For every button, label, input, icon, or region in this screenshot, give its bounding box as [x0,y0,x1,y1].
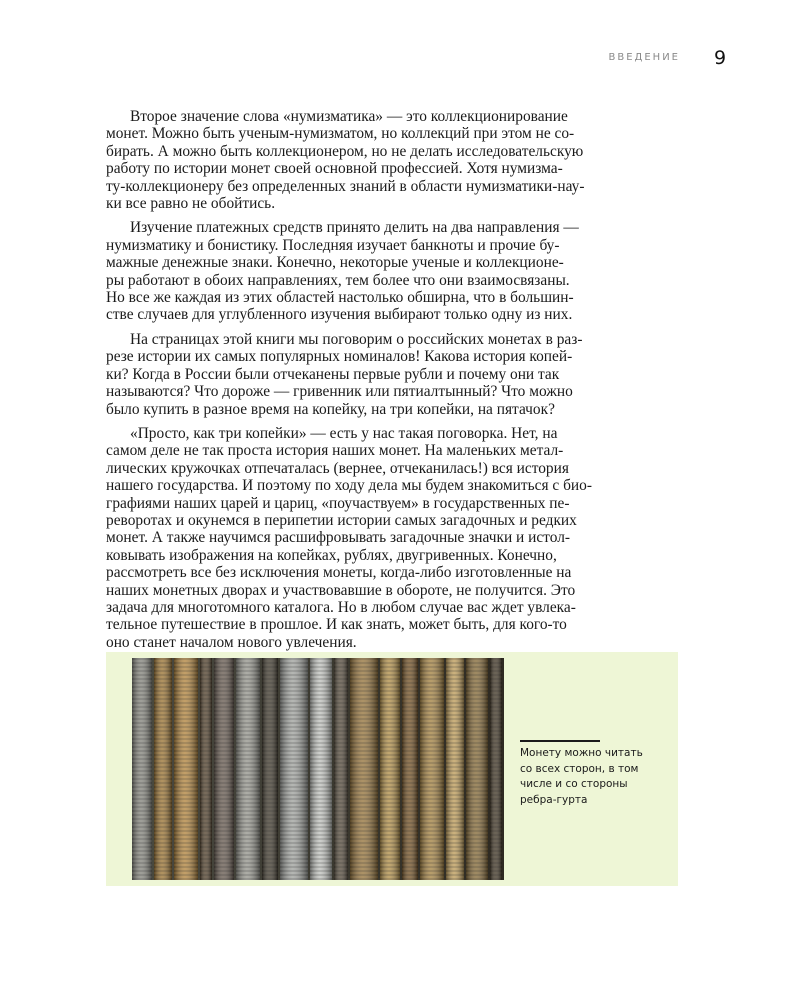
text-line: называются? Что дороже — гривенник или пятиалтынный? Что можно [106,383,573,401]
text-line: ки все равно не обойтись. [106,195,276,213]
paragraph [106,331,678,418]
text-line: монет. Можно быть ученым-нумизматом, но коллекций при этом не со- [106,125,575,143]
text-line: Изучение платежных средств принято делить на два направления — [130,219,579,237]
text-line: ры работают в обоих направлениях, тем более что они взаимосвязаны. [106,271,570,289]
coin-edges [132,658,502,880]
caption-line: ребра-гурта [520,793,588,806]
text-line: бирать. А можно быть коллекционером, но не делать исследовательскую [106,142,584,160]
text-line: было купить в разное время на копейку, на три копейки, на пятачок? [106,400,555,418]
figure-caption [520,746,660,808]
section-title: ВВЕДЕНИЕ [608,52,680,63]
body-text [106,108,678,658]
text-line: задача для многотомного каталога. Но в любом случае вас ждет увлека- [106,598,576,616]
text-line: нашего государства. И поэтому по ходу дела мы будем знакомиться с био- [106,477,592,495]
text-line: ки? Когда в России были отчеканены первые рубли и почему они так [106,365,560,383]
text-line: самом деле не так проста история наших монет. На маленьких метал- [106,442,564,460]
caption-line: со всех сторон, в том [520,762,639,775]
text-line: мажные денежные знаки. Конечно, некоторые ученые и коллекционе- [106,254,564,272]
figure [106,652,678,886]
coins-edge-photo [132,658,504,880]
text-line: резе истории их самых популярных номиналов! Какова история копей- [106,348,573,366]
text-line: ту-коллекционеру без определенных знаний в области нумизматики-нау- [106,177,585,195]
text-line: работу по истории монет своей основной профессией. Хотя нумизма- [106,160,563,178]
text-line: монет. А также научимся расшифровывать загадочные значки и истол- [106,529,571,547]
text-line: лических кружочках отпечаталась (вернее, отчеканилась!) вся история [106,459,569,477]
text-line: Второе значение слова «нумизматика» — это коллекционирование [130,108,568,125]
text-line: «Просто, как три копейки» — есть у нас такая поговорка. Нет, на [130,424,558,442]
text-line: оно станет началом нового увлечения. [106,633,357,651]
paragraph [106,425,678,651]
caption-line: числе и со стороны [520,778,628,790]
page-number: 9 [713,47,727,69]
text-line: графиями наших царей и цариц, «поучаствуем» в государственных пе- [106,494,570,512]
text-line: Но все же каждая из этих областей настолько обширна, что в большин- [106,289,574,307]
text-line: стве случаев для углубленного изучения выбирают только одну из них. [106,306,573,324]
caption-rule [520,740,600,742]
text-line: наших монетных дворах и участвовавшие в обороте, не получится. Это [106,581,576,599]
text-line: На страницах этой книги мы поговорим о российских монетах в раз- [130,330,583,348]
text-line: реворотах и окунемся в перипетии истории самых загадочных и редких [106,511,577,529]
text-line: тельное путешествие в прошлое. И как знать, может быть, для кого-то [106,616,567,634]
caption-line: Монету можно читать [520,747,643,759]
paragraph [106,108,678,212]
text-line: рассмотреть все без исключения монеты, когда-либо изготовленные на [106,564,572,582]
text-line: ковывать изображения на копейках, рублях, двугривенных. Конечно, [106,546,557,564]
paragraph [106,219,678,323]
text-line: нумизматику и бонистику. Последняя изучает банкноты и прочие бу- [106,236,560,254]
